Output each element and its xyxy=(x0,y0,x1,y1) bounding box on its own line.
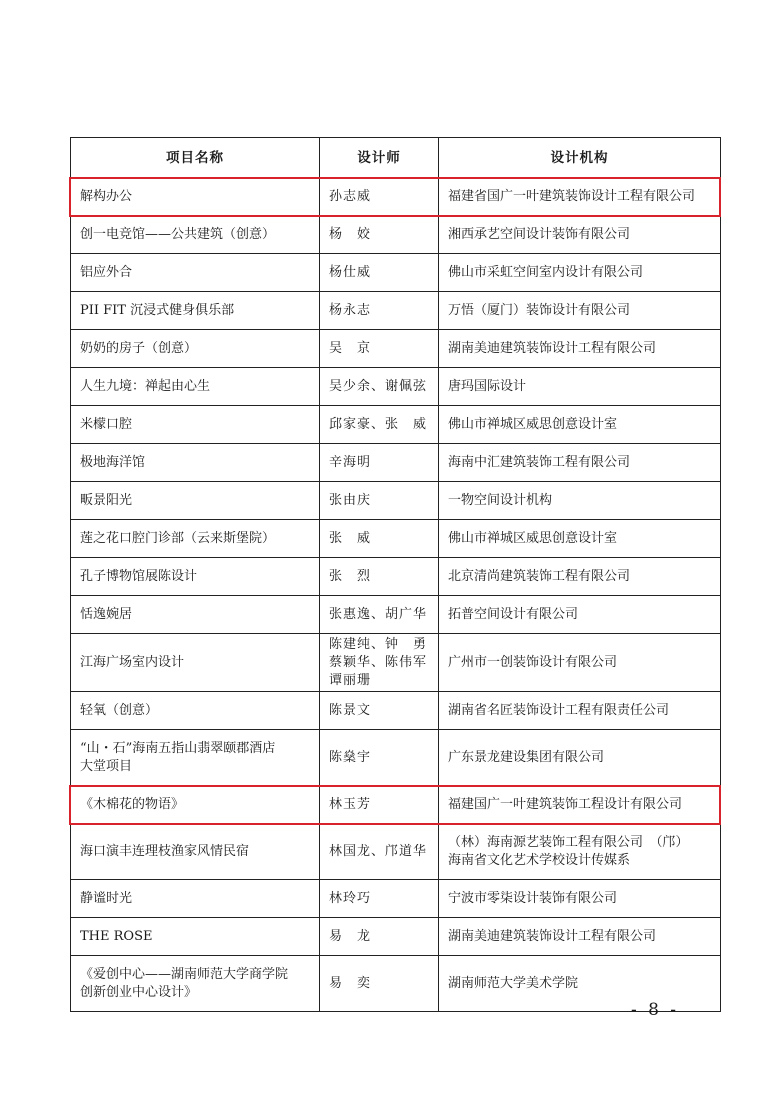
table-row xyxy=(71,692,721,730)
cell-project-name: 莲之花口腔门诊部（云来斯堡院） xyxy=(71,520,320,558)
table-header-row xyxy=(71,138,721,178)
table-row xyxy=(71,880,721,918)
cell-designer: 陈建纯、钟 勇 蔡颖华、陈伟军 谭丽珊 xyxy=(320,634,439,692)
cell-project-name: PII FIT 沉浸式健身俱乐部 xyxy=(71,292,320,330)
cell-project-name: 解构办公 xyxy=(71,178,320,216)
table-row xyxy=(71,558,721,596)
table-row xyxy=(71,824,721,880)
cell-project-name: 《木棉花的物语》 xyxy=(71,786,320,824)
cell-designer: 张惠逸、胡广华 xyxy=(320,596,439,634)
table-row xyxy=(71,918,721,956)
cell-project-name: “山・石”海南五指山翡翠颐郡酒店 大堂项目 xyxy=(71,730,320,786)
cell-organization: 北京清尚建筑装饰工程有限公司 xyxy=(439,558,721,596)
cell-organization: 唐玛国际设计 xyxy=(439,368,721,406)
table-row xyxy=(71,730,721,786)
table-row xyxy=(71,406,721,444)
cell-designer: 林国龙、邝道华 xyxy=(320,824,439,880)
cell-organization: 拓普空间设计有限公司 xyxy=(439,596,721,634)
table-row xyxy=(71,292,721,330)
cell-designer: 孙志威 xyxy=(320,178,439,216)
table-body xyxy=(71,178,721,1012)
table-row xyxy=(71,368,721,406)
cell-project-name: 人生九境：禅起由心生 xyxy=(71,368,320,406)
cell-organization: 福建国广一叶建筑装饰工程设计有限公司 xyxy=(439,786,721,824)
cell-organization: （林）海南源艺装饰工程有限公司 （邝） 海南省文化艺术学校设计传媒系 xyxy=(439,824,721,880)
cell-project-name: 静谧时光 xyxy=(71,880,320,918)
cell-designer: 杨永志 xyxy=(320,292,439,330)
cell-designer: 林玉芳 xyxy=(320,786,439,824)
table-row xyxy=(71,216,721,254)
header-designer: 设计师 xyxy=(320,138,439,178)
cell-project-name: 创一电竞馆——公共建筑（创意） xyxy=(71,216,320,254)
cell-project-name: THE ROSE xyxy=(71,918,320,956)
cell-designer: 杨仕威 xyxy=(320,254,439,292)
cell-organization: 湘西承艺空间设计装饰有限公司 xyxy=(439,216,721,254)
cell-project-name: 孔子博物馆展陈设计 xyxy=(71,558,320,596)
page-number: - 8 - xyxy=(630,1000,680,1020)
cell-project-name: 江海广场室内设计 xyxy=(71,634,320,692)
cell-organization: 广东景龙建设集团有限公司 xyxy=(439,730,721,786)
cell-organization: 福建省国广一叶建筑装饰设计工程有限公司 xyxy=(439,178,721,216)
cell-designer: 易 奕 xyxy=(320,956,439,1012)
cell-project-name: 铝应外合 xyxy=(71,254,320,292)
cell-organization: 宁波市零柒设计装饰有限公司 xyxy=(439,880,721,918)
cell-designer: 邱家豪、张 威 xyxy=(320,406,439,444)
cell-organization: 湖南省名匠装饰设计工程有限责任公司 xyxy=(439,692,721,730)
table-row xyxy=(71,178,721,216)
header-organization: 设计机构 xyxy=(439,138,721,178)
cell-designer: 张由庆 xyxy=(320,482,439,520)
cell-project-name: 恬逸婉居 xyxy=(71,596,320,634)
cell-organization: 佛山市禅城区威思创意设计室 xyxy=(439,406,721,444)
cell-designer: 辛海明 xyxy=(320,444,439,482)
cell-organization: 广州市一创装饰设计有限公司 xyxy=(439,634,721,692)
cell-organization: 湖南美迪建筑装饰设计工程有限公司 xyxy=(439,918,721,956)
award-list-table xyxy=(70,137,721,1012)
table-row xyxy=(71,596,721,634)
table-row xyxy=(71,786,721,824)
table-row xyxy=(71,520,721,558)
cell-designer: 林玲巧 xyxy=(320,880,439,918)
cell-designer: 吴 京 xyxy=(320,330,439,368)
cell-designer: 张 烈 xyxy=(320,558,439,596)
cell-project-name: 《爱创中心——湖南师范大学商学院 创新创业中心设计》 xyxy=(71,956,320,1012)
cell-designer: 吴少余、谢佩弦 xyxy=(320,368,439,406)
cell-project-name: 极地海洋馆 xyxy=(71,444,320,482)
cell-designer: 张 威 xyxy=(320,520,439,558)
table-row xyxy=(71,444,721,482)
cell-project-name: 奶奶的房子（创意） xyxy=(71,330,320,368)
cell-project-name: 轻氧（创意） xyxy=(71,692,320,730)
cell-project-name: 米檬口腔 xyxy=(71,406,320,444)
table-row xyxy=(71,254,721,292)
table-row xyxy=(71,330,721,368)
cell-designer: 杨 姣 xyxy=(320,216,439,254)
cell-project-name: 海口演丰连理枝渔家风情民宿 xyxy=(71,824,320,880)
cell-project-name: 畈景阳光 xyxy=(71,482,320,520)
table-row xyxy=(71,634,721,692)
cell-organization: 万悟（厦门）装饰设计有限公司 xyxy=(439,292,721,330)
cell-organization: 一物空间设计机构 xyxy=(439,482,721,520)
cell-designer: 陈景文 xyxy=(320,692,439,730)
table-row xyxy=(71,482,721,520)
cell-designer: 陈燊宇 xyxy=(320,730,439,786)
cell-organization: 佛山市采虹空间室内设计有限公司 xyxy=(439,254,721,292)
cell-organization: 海南中汇建筑装饰工程有限公司 xyxy=(439,444,721,482)
cell-organization: 湖南美迪建筑装饰设计工程有限公司 xyxy=(439,330,721,368)
cell-organization: 湖南师范大学美术学院 xyxy=(439,956,721,1012)
header-project-name: 项目名称 xyxy=(71,138,320,178)
cell-organization: 佛山市禅城区威思创意设计室 xyxy=(439,520,721,558)
cell-designer: 易 龙 xyxy=(320,918,439,956)
